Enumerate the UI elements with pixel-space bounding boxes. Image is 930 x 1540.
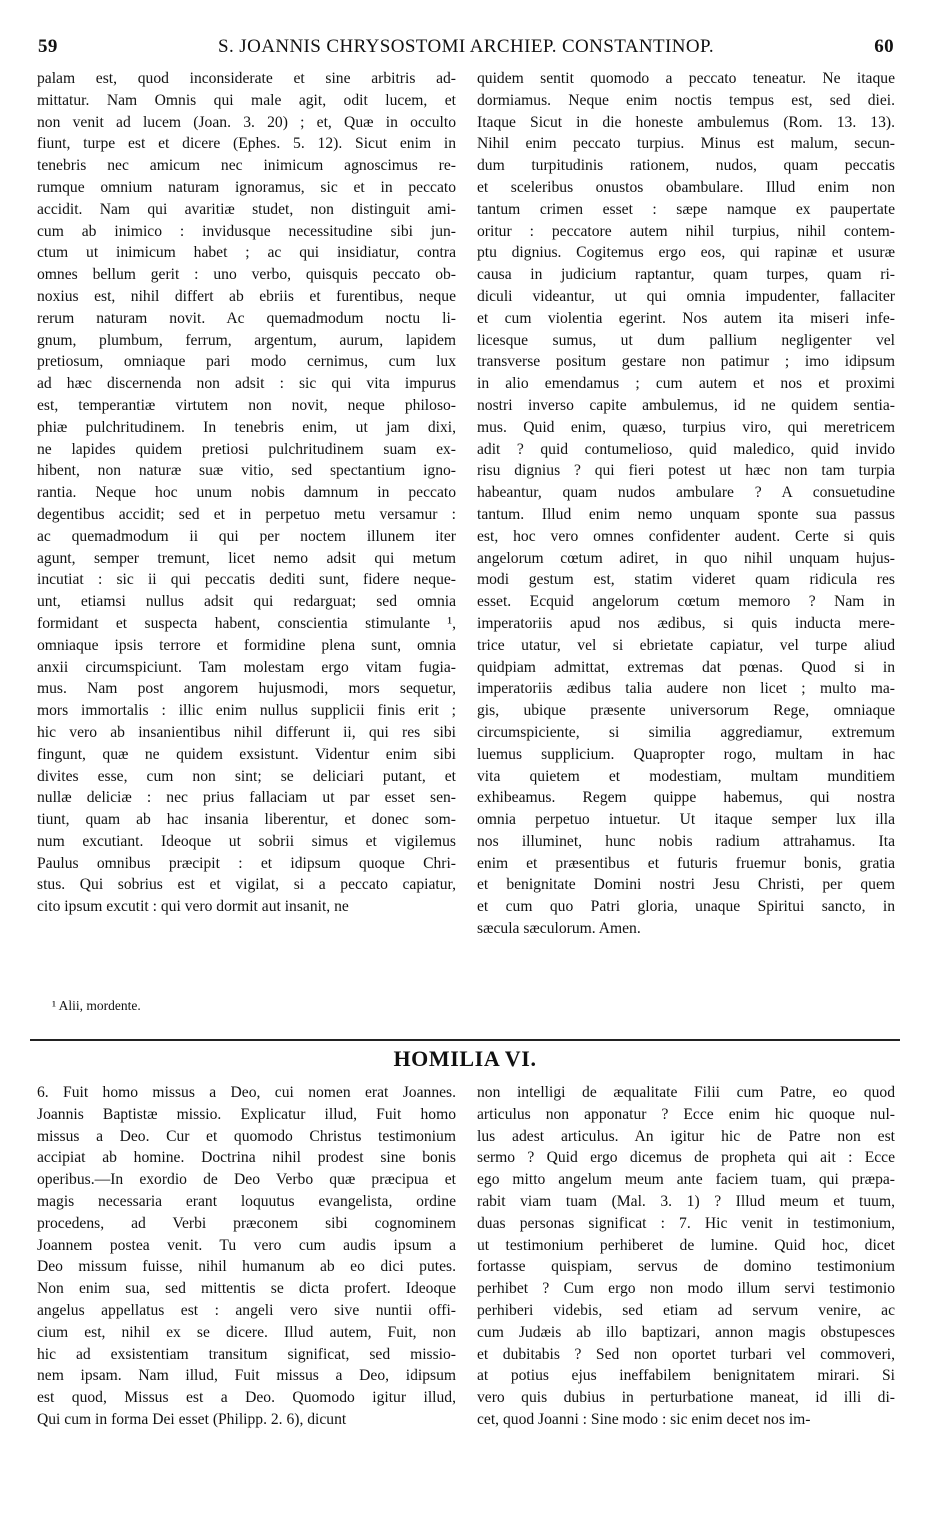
text-line: unt, etiamsi nullus adsit qui redarguat; sed omnia bbox=[37, 593, 456, 611]
text-line: cum ab inimico : invidusque necessitudine sibi jun- bbox=[37, 222, 456, 240]
text-line: rantia. Neque hoc unum nobis damnum in peccato bbox=[37, 484, 456, 502]
text-line: cet, quod Joanni : Sine modo : sic enim decet nos im- bbox=[477, 1410, 811, 1428]
text-line: mus. Nam post angorem hujusmodi, mors sequetur, bbox=[37, 680, 456, 698]
text-line: luemus supplicium. Quapropter rogo, multam in hac bbox=[477, 745, 895, 763]
section-divider bbox=[30, 1039, 900, 1041]
text-line: ne lapides quidem pretiosi pulchritudinem suam ex- bbox=[37, 440, 456, 458]
text-line: cium est, nihil ex se dicere. Illud autem, Fuit, non bbox=[37, 1323, 456, 1341]
text-line: incutiat : sic ii qui peccatis dediti sunt, fidere neque- bbox=[37, 571, 456, 589]
text-line: transverse positum gestare non patimur ; imo idipsum bbox=[477, 353, 895, 371]
text-line: dormiamus. Neque enim noctis tempus est, sed diei. bbox=[477, 91, 895, 109]
text-line: rabit viam tuam (Mal. 3. 1) ? Illud meum et tuum, bbox=[477, 1192, 895, 1210]
text-line: oritur : peccatore autem nihil turpius, nihil contem- bbox=[477, 222, 895, 240]
text-line: vita quietem et modestiam, multam munditiem bbox=[477, 767, 895, 785]
text-line: trice utatur, vel si ebrietate capiatur, vel turpe aliud bbox=[477, 636, 895, 654]
text-line: mittatur. Nam Omnis qui male agit, odit lucem, et bbox=[37, 91, 456, 109]
text-line: nullæ deliciæ : nec prius fallaciam ut par esset sen- bbox=[37, 789, 456, 807]
text-line: Paulus omnibus præcipit : et idipsum quoque Chri- bbox=[37, 854, 456, 872]
text-line: perhiberi videbis, sed etiam ad servum venire, ac bbox=[477, 1301, 895, 1319]
text-line: in alio emendamus ; cum autem et nos et proximi bbox=[477, 375, 895, 393]
text-line: omnia perpetuo intuetur. Ut itaque semper lux illa bbox=[477, 811, 895, 829]
text-line: Deo missum fuisse, nihil humanum ab eo dici putes. bbox=[37, 1258, 456, 1276]
text-line: nem ipsam. Nam illud, Fuit missus a Deo, idipsum bbox=[37, 1367, 456, 1385]
text-line: enim et præsentibus et futuris fruemur bonis, gratia bbox=[477, 854, 895, 872]
running-title: S. JOANNIS CHRYSOSTOMI ARCHIEP. CONSTANTINOP. bbox=[218, 36, 714, 57]
text-line: missus a Deo. Cur et quomodo Christus testimonium bbox=[37, 1127, 456, 1145]
footnote: ¹ Alii, mordente. bbox=[52, 998, 141, 1013]
text-line: circumspiciente, si similia aggrediamur, extremum bbox=[477, 723, 895, 741]
text-line: vero quis dubius in perturbatione maneat, id illi di- bbox=[477, 1389, 895, 1407]
text-line: tenebris nec amicum nec inimicum agnoscimus re- bbox=[37, 157, 456, 175]
text-line: cito ipsum excutit : qui vero dormit aut insanit, ne bbox=[37, 898, 349, 916]
text-line: et cum violentia egerint. Nos autem ita miseri infe- bbox=[477, 309, 895, 327]
text-line: agunt, semper tremunt, licet nemo adsit qui metum bbox=[37, 549, 456, 567]
text-line: at potius ejus ineffabilem benignitatem mirari. Si bbox=[477, 1367, 895, 1385]
text-line: nostri inverso capite ambulemus, id ne quidem sentia- bbox=[477, 396, 895, 414]
text-line: fortasse quispiam, servus de domino testimonium bbox=[477, 1258, 895, 1276]
text-line: formidant et suspecta habent, conscientia stimulante ¹, bbox=[37, 614, 456, 632]
page-number-right: 60 bbox=[874, 36, 894, 57]
text-line: Non enim sua, sed mittentis se dicta profert. Ideoque bbox=[37, 1280, 456, 1298]
homily-heading: HOMILIA VI. bbox=[393, 1046, 537, 1071]
page-number-left: 59 bbox=[38, 36, 58, 57]
text-column-right-bottom bbox=[477, 1082, 895, 1431]
text-line: tantum crimen esset : sæpe namque ex paupertate bbox=[477, 200, 895, 218]
text-line: phiæ pulchritudinem. In tenebris enim, ut jam dixi, bbox=[37, 418, 456, 436]
text-line: palam est, quod inconsiderate et sine arbitris ad- bbox=[37, 70, 456, 87]
text-line: gnum, plumbum, ferrum, argentum, aurum, lapidem bbox=[37, 331, 456, 349]
text-line: cum Judæis ab illo baptizari, annon magis obstupesces bbox=[477, 1323, 895, 1341]
text-line: non venit ad lucem (Joan. 3. 20) ; et, Quæ in occulto bbox=[37, 113, 456, 131]
text-line: est, temperantiæ virtutem non novit, neque philoso- bbox=[37, 396, 456, 414]
text-line: Qui cum in forma Dei esset (Philipp. 2. 6), dicunt bbox=[37, 1410, 347, 1428]
text-line: quidpiam admittat, extremas dat pœnas. Quod si in bbox=[477, 658, 895, 676]
text-line: rerum naturam novit. Ac quemadmodum noctu li- bbox=[37, 309, 456, 327]
text-line: lus adest articulus. An igitur hic de Patre non est bbox=[477, 1127, 895, 1145]
text-line: est quod, Missus est a Deo. Quomodo igitur illud, bbox=[37, 1389, 456, 1407]
text-column-left-bottom bbox=[37, 1082, 456, 1431]
text-line: accipiat ab homine. Doctrina nihil prodest sine bonis bbox=[37, 1149, 456, 1167]
text-line: diculi videantur, ut qui omnia impudenter, fallaciter bbox=[477, 287, 895, 305]
text-line: modi gestum est, statim videret quam ridicula res bbox=[477, 571, 895, 589]
running-header bbox=[38, 36, 894, 60]
text-line: Joannis Baptistæ missio. Explicatur illud, Fuit homo bbox=[37, 1105, 456, 1123]
text-line: magis necessaria erant loquutus evangelista, ordine bbox=[37, 1192, 456, 1210]
text-line: risu dignius ? qui fieri potest ut hæc non tam turpia bbox=[477, 462, 895, 480]
text-line: pretiosum, omniaque pari modo cernimus, cum lux bbox=[37, 353, 456, 371]
text-line: adit ? quid contumelioso, quid maledico, quid invido bbox=[477, 440, 895, 458]
text-line: duas personas significat : 7. Hic venit in testimonium, bbox=[477, 1214, 895, 1232]
text-line: Nihil enim peccato turpius. Minus est malum, secun- bbox=[477, 135, 895, 153]
text-column-right-top bbox=[477, 68, 895, 940]
text-line: et sceleribus onustos obambulare. Illud enim non bbox=[477, 178, 895, 196]
text-line: Joannem postea venit. Tu vero cum audis ipsum a bbox=[37, 1236, 456, 1254]
text-line: est, hoc vero omnes confidenter audent. Certe si quis bbox=[477, 527, 895, 545]
text-line: licesque sumus, ut dum pallium negligenter vel bbox=[477, 331, 895, 349]
text-line: ut testimonium perhiberet de lumine. Quid hoc, dicet bbox=[477, 1236, 895, 1254]
text-line: gis, ubique præsente universorum Rege, omniaque bbox=[477, 702, 895, 720]
text-line: imperatoriis ædibus talia audere non licet ; multo ma- bbox=[477, 680, 895, 698]
text-line: sæcula sæculorum. Amen. bbox=[477, 920, 641, 938]
text-line: omniaque ipsis terrore et formidine plena sunt, omnia bbox=[37, 636, 456, 654]
text-column-left-top bbox=[37, 68, 456, 918]
text-line: mus. Quid enim, quæso, turpius viro, qui meretricem bbox=[477, 418, 895, 436]
text-line: Itaque Sicut in die honeste ambulemus (Rom. 13. 13). bbox=[477, 113, 895, 131]
text-line: fiunt, turpe est et dicere (Ephes. 5. 12). Sicut enim in bbox=[37, 135, 456, 153]
text-line: causa in judicium raptantur, quam turpes, quam ri- bbox=[477, 266, 895, 284]
text-line: et cum quo Patri gloria, unaque Spiritui sancto, in bbox=[477, 898, 895, 916]
text-line: exhibeamus. Regem quippe habemus, qui nostra bbox=[477, 789, 895, 807]
text-line: et dubitabis ? Sed non oportet turbari vel commoveri, bbox=[477, 1345, 895, 1363]
text-line: noxius est, nihil differt ab ebriis et furentibus, neque bbox=[37, 287, 456, 305]
text-line: quidem sentit quomodo a peccato teneatur. Ne itaque bbox=[477, 70, 895, 87]
text-line: anxii circumspiciunt. Tam molestam ergo vitam fugia- bbox=[37, 658, 456, 676]
text-line: degentibus accidit; sed et in perpetuo metu versamur : bbox=[37, 505, 456, 523]
text-line: dum turpitudinis rationem, nudos, quam peccatis bbox=[477, 157, 895, 175]
text-line: mors immortalis : illic enim nullus supplicii finis erit ; bbox=[37, 702, 456, 720]
text-line: operibus.—In exordio de Deo Verbo quæ præcipua et bbox=[37, 1171, 456, 1189]
text-line: tantum. Illud enim nemo unquam sponte sua passus bbox=[477, 505, 895, 523]
text-line: 6. Fuit homo missus a Deo, cui nomen erat Joannes. bbox=[37, 1084, 456, 1101]
text-line: angelus appellatus est : angeli vero sive nuntii offi- bbox=[37, 1301, 456, 1319]
text-line: imperatoriis apud nos ædibus, si quis inducta mere- bbox=[477, 614, 895, 632]
text-line: rumque omnium naturam ignoramus, sic et in peccato bbox=[37, 178, 456, 196]
text-line: ac quemadmodum ii qui per noctem illunem iter bbox=[37, 527, 456, 545]
text-line: ad hæc discernenda non adsit : sic qui vita impurus bbox=[37, 375, 456, 393]
text-line: accidit. Nam qui avaritiæ studet, non distinguit ami- bbox=[37, 200, 456, 218]
text-line: divites esse, cum non sint; se deliciari putant, et bbox=[37, 767, 456, 785]
text-line: hibent, non naturæ suæ vitio, sed spectantium igno- bbox=[37, 462, 456, 480]
text-line: stus. Qui sobrius est et vigilat, si a peccato capiatur, bbox=[37, 876, 456, 894]
text-line: et benignitate Domini nostri Jesu Christi, per quem bbox=[477, 876, 895, 894]
text-line: non intelligi de æqualitate Filii cum Patre, eo quod bbox=[477, 1084, 895, 1101]
text-line: ego mitto angelum meum ante faciem tuam, qui præpa- bbox=[477, 1171, 895, 1189]
text-line: esset. Ecquid angelorum cœtum memoro ? Nam in bbox=[477, 593, 895, 611]
text-line: articulus non apponatur ? Ecce enim hic quoque nul- bbox=[477, 1105, 895, 1123]
text-line: num excutiant. Ideoque ut sobrii simus et vigilemus bbox=[37, 832, 456, 850]
text-line: habeantur, quam nudos ambulare ? A consuetudine bbox=[477, 484, 895, 502]
text-line: angelorum cœtum adiret, in quo nihil unquam hujus- bbox=[477, 549, 895, 567]
text-line: perhibet ? Cum ergo non modo illum servi testimonio bbox=[477, 1280, 895, 1298]
text-line: tiunt, quam ab hac insania liberentur, et donec som- bbox=[37, 811, 456, 829]
text-line: hic ad exsistentiam transitum significat, sed missio- bbox=[37, 1345, 456, 1363]
text-line: procedens, ad Verbi præconem sibi cognominem bbox=[37, 1214, 456, 1232]
text-line: sermo ? Quid ergo dicemus de propheta qui ait : Ecce bbox=[477, 1149, 895, 1167]
text-line: omnes bellum gerit : uno verbo, quisquis peccato ob- bbox=[37, 266, 456, 284]
text-line: ctum ut inimicum habet ; ac qui insidiatur, contra bbox=[37, 244, 456, 262]
text-line: ptu dignius. Cogitemus ergo eos, qui rapinæ et usuræ bbox=[477, 244, 895, 262]
text-line: fingunt, quæ ne quidem exsistunt. Videntur enim sibi bbox=[37, 745, 456, 763]
text-line: nos illuminet, hunc nobis radium attrahamus. Ita bbox=[477, 832, 895, 850]
text-line: hic vero ab insanientibus nihil differunt ii, qui res sibi bbox=[37, 723, 456, 741]
